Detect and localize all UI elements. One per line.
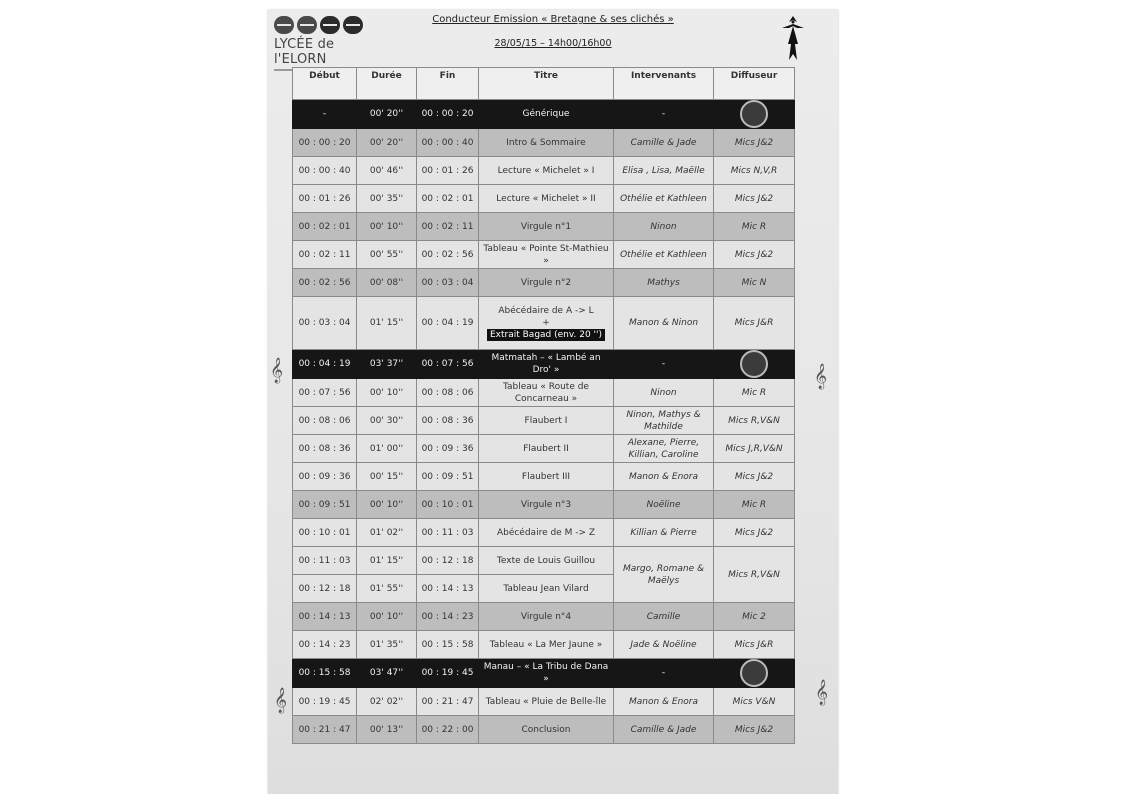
cell-duration: 00' 10'' (357, 213, 417, 241)
cell-end: 00 : 07 : 56 (417, 350, 479, 379)
cell-duration: 01' 55'' (357, 575, 417, 603)
column-header-end: Fin (417, 68, 479, 100)
cell-source (714, 350, 795, 379)
table-row (293, 129, 795, 157)
table-row (293, 269, 795, 297)
cell-start: 00 : 02 : 01 (293, 213, 357, 241)
cd-icon (740, 100, 768, 128)
cell-title: Abécédaire de M -> Z (479, 519, 614, 547)
table-row (293, 185, 795, 213)
cell-duration: 00' 30'' (357, 407, 417, 435)
cell-speakers: Margo, Romane & Maëlys (614, 547, 714, 603)
table-row (293, 157, 795, 185)
cell-source: Mics J&2 (714, 519, 795, 547)
column-header-start: Début (293, 68, 357, 100)
cell-duration: 00' 10'' (357, 603, 417, 631)
cell-end: 00 : 09 : 51 (417, 463, 479, 491)
cell-end: 00 : 00 : 40 (417, 129, 479, 157)
cell-start: 00 : 04 : 19 (293, 350, 357, 379)
cell-source: Mic R (714, 379, 795, 407)
logo-ring (297, 16, 317, 34)
cell-start: 00 : 03 : 04 (293, 297, 357, 350)
logo-ring (274, 16, 294, 34)
cell-title: Texte de Louis Guillou (479, 547, 614, 575)
logo-rings (274, 16, 374, 34)
cell-end: 00 : 22 : 00 (417, 716, 479, 744)
cell-source: Mic 2 (714, 603, 795, 631)
cell-source: Mics V&N (714, 688, 795, 716)
cell-speakers: Othélie et Kathleen (614, 241, 714, 269)
cell-start: 00 : 14 : 13 (293, 603, 357, 631)
cell-end: 00 : 08 : 36 (417, 407, 479, 435)
cell-end: 00 : 15 : 58 (417, 631, 479, 659)
table-row (293, 100, 795, 129)
cell-speakers: Ninon (614, 379, 714, 407)
cell-start: 00 : 00 : 20 (293, 129, 357, 157)
cell-duration: 01' 35'' (357, 631, 417, 659)
cell-source: Mics J&2 (714, 716, 795, 744)
cell-duration: 00' 08'' (357, 269, 417, 297)
cell-duration: 00' 10'' (357, 491, 417, 519)
cell-start: 00 : 08 : 36 (293, 435, 357, 463)
cell-speakers: Manon & Enora (614, 463, 714, 491)
cell-title: Tableau « Route de Concarneau » (479, 379, 614, 407)
cell-speakers: Ninon, Mathys & Mathilde (614, 407, 714, 435)
cell-duration: 00' 46'' (357, 157, 417, 185)
cell-title (479, 297, 614, 350)
cell-source: Mic R (714, 213, 795, 241)
title-line: Abécédaire de A -> L (498, 306, 594, 316)
cell-title: Virgule n°4 (479, 603, 614, 631)
cell-title: Matmatah – « Lambé an Dro' » (479, 350, 614, 379)
table-row (293, 407, 795, 435)
cell-source: Mic R (714, 491, 795, 519)
cell-end: 00 : 02 : 11 (417, 213, 479, 241)
cell-speakers: Camille (614, 603, 714, 631)
cell-end: 00 : 12 : 18 (417, 547, 479, 575)
cell-title: Virgule n°3 (479, 491, 614, 519)
table-row (293, 603, 795, 631)
logo-ring (320, 16, 340, 34)
cell-start: 00 : 12 : 18 (293, 575, 357, 603)
cell-end: 00 : 21 : 47 (417, 688, 479, 716)
cell-end: 00 : 03 : 04 (417, 269, 479, 297)
cell-title: Conclusion (479, 716, 614, 744)
treble-clef-icon: 𝄞 (270, 358, 284, 383)
cell-title: Virgule n°1 (479, 213, 614, 241)
column-header-duration: Durée (357, 68, 417, 100)
cell-duration: 00' 10'' (357, 379, 417, 407)
column-header-speakers: Intervenants (614, 68, 714, 100)
cell-duration: 01' 00'' (357, 435, 417, 463)
cell-speakers: - (614, 659, 714, 688)
cell-duration: 02' 02'' (357, 688, 417, 716)
title-plus: + (542, 318, 550, 328)
logo-ring (343, 16, 363, 34)
cell-duration: 00' 35'' (357, 185, 417, 213)
cell-source: Mic N (714, 269, 795, 297)
treble-clef-icon: 𝄞 (815, 680, 829, 705)
cell-end: 00 : 11 : 03 (417, 519, 479, 547)
cell-speakers: Manon & Enora (614, 688, 714, 716)
table-row (293, 491, 795, 519)
ermine-icon (778, 14, 808, 64)
cell-end: 00 : 10 : 01 (417, 491, 479, 519)
cell-start: 00 : 09 : 51 (293, 491, 357, 519)
cell-title: Tableau « La Mer Jaune » (479, 631, 614, 659)
cell-start: 00 : 14 : 23 (293, 631, 357, 659)
cell-start: 00 : 02 : 56 (293, 269, 357, 297)
cell-duration: 03' 37'' (357, 350, 417, 379)
cell-start: 00 : 10 : 01 (293, 519, 357, 547)
table-row (293, 350, 795, 379)
cell-start: 00 : 01 : 26 (293, 185, 357, 213)
cell-source: Mics N,V,R (714, 157, 795, 185)
cell-start: 00 : 08 : 06 (293, 407, 357, 435)
cell-end: 00 : 04 : 19 (417, 297, 479, 350)
cell-title: Flaubert III (479, 463, 614, 491)
cell-speakers: Camille & Jade (614, 716, 714, 744)
table-row (293, 688, 795, 716)
table-row (293, 297, 795, 350)
cell-duration: 01' 02'' (357, 519, 417, 547)
table-row (293, 241, 795, 269)
column-header-title: Titre (479, 68, 614, 100)
cell-end: 00 : 00 : 20 (417, 100, 479, 129)
cell-start: 00 : 07 : 56 (293, 379, 357, 407)
cell-start: - (293, 100, 357, 129)
cell-end: 00 : 01 : 26 (417, 157, 479, 185)
cell-start: 00 : 15 : 58 (293, 659, 357, 688)
table-row (293, 435, 795, 463)
cell-title: Manau – « La Tribu de Dana » (479, 659, 614, 688)
table-row (293, 716, 795, 744)
cell-source: Mics J&2 (714, 463, 795, 491)
cell-speakers: Camille & Jade (614, 129, 714, 157)
logo-text: LYCÉE de l'ELORN (274, 37, 335, 67)
document-title: Conducteur Emission « Bretagne & ses clichés » (432, 14, 674, 25)
cell-title: Flaubert II (479, 435, 614, 463)
cell-end: 00 : 02 : 01 (417, 185, 479, 213)
cd-icon (740, 659, 768, 687)
table-row (293, 631, 795, 659)
cell-title: Tableau « Pluie de Belle-île (479, 688, 614, 716)
table-row (293, 659, 795, 688)
cell-source: Mics R,V&N (714, 407, 795, 435)
cell-start: 00 : 09 : 36 (293, 463, 357, 491)
school-logo (274, 16, 374, 67)
broadcast-schedule-table (292, 67, 795, 744)
cell-end: 00 : 09 : 36 (417, 435, 479, 463)
cell-duration: 00' 20'' (357, 100, 417, 129)
treble-clef-icon: 𝄞 (274, 688, 288, 713)
cell-start: 00 : 02 : 11 (293, 241, 357, 269)
cell-source: Mics J&2 (714, 129, 795, 157)
table-row (293, 463, 795, 491)
cell-duration: 01' 15'' (357, 547, 417, 575)
cell-end: 00 : 08 : 06 (417, 379, 479, 407)
cell-duration: 01' 15'' (357, 297, 417, 350)
cell-title: Générique (479, 100, 614, 129)
cell-end: 00 : 02 : 56 (417, 241, 479, 269)
cell-title: Flaubert I (479, 407, 614, 435)
table-row (293, 519, 795, 547)
cell-start: 00 : 00 : 40 (293, 157, 357, 185)
cell-end: 00 : 14 : 23 (417, 603, 479, 631)
cell-title: Intro & Sommaire (479, 129, 614, 157)
cell-end: 00 : 19 : 45 (417, 659, 479, 688)
cell-speakers: - (614, 350, 714, 379)
cell-speakers: Killian & Pierre (614, 519, 714, 547)
cell-source (714, 100, 795, 129)
cell-source: Mics J&2 (714, 185, 795, 213)
cell-title: Lecture « Michelet » I (479, 157, 614, 185)
cd-icon (740, 350, 768, 378)
document-date: 28/05/15 – 14h00/16h00 (494, 38, 612, 49)
cell-duration: 00' 55'' (357, 241, 417, 269)
table-row (293, 547, 795, 575)
cell-duration: 03' 47'' (357, 659, 417, 688)
cell-duration: 00' 15'' (357, 463, 417, 491)
cell-speakers: Noëline (614, 491, 714, 519)
cell-duration: 00' 13'' (357, 716, 417, 744)
cell-speakers: Manon & Ninon (614, 297, 714, 350)
cell-title: Tableau « Pointe St-Mathieu » (479, 241, 614, 269)
table-header-row (293, 68, 795, 100)
table-row (293, 379, 795, 407)
highlighted-extract: Extrait Bagad (env. 20 '') (487, 329, 605, 341)
cell-speakers: Jade & Noëline (614, 631, 714, 659)
column-header-source: Diffuseur (714, 68, 795, 100)
table-row (293, 213, 795, 241)
cell-source: Mics R,V&N (714, 547, 795, 603)
cell-title: Tableau Jean Vilard (479, 575, 614, 603)
cell-source: Mics J,R,V&N (714, 435, 795, 463)
cell-end: 00 : 14 : 13 (417, 575, 479, 603)
treble-clef-icon: 𝄞 (814, 364, 828, 389)
cell-speakers: Alexane, Pierre, Killian, Caroline (614, 435, 714, 463)
cell-start: 00 : 11 : 03 (293, 547, 357, 575)
cell-speakers: Othélie et Kathleen (614, 185, 714, 213)
cell-source: Mics J&R (714, 631, 795, 659)
cell-speakers: Mathys (614, 269, 714, 297)
cell-start: 00 : 21 : 47 (293, 716, 357, 744)
cell-title: Lecture « Michelet » II (479, 185, 614, 213)
cell-title: Virgule n°2 (479, 269, 614, 297)
cell-source (714, 659, 795, 688)
cell-source: Mics J&2 (714, 241, 795, 269)
cell-source: Mics J&R (714, 297, 795, 350)
cell-start: 00 : 19 : 45 (293, 688, 357, 716)
cell-speakers: Ninon (614, 213, 714, 241)
cell-duration: 00' 20'' (357, 129, 417, 157)
document-sheet (268, 10, 838, 794)
cell-speakers: - (614, 100, 714, 129)
cell-speakers: Elisa , Lisa, Maëlle (614, 157, 714, 185)
